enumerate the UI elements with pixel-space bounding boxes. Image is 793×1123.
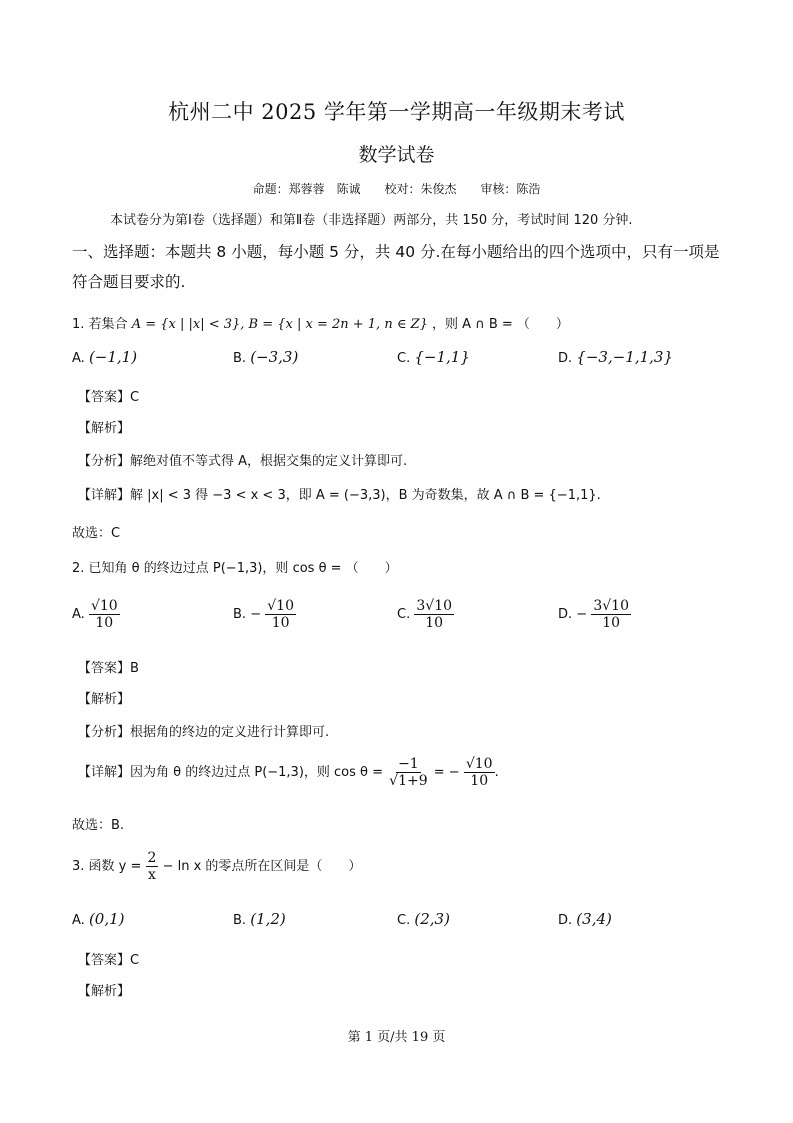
q1-option-b: B. (−3,3) [233,348,299,366]
q3-answer: 【答案】C [78,953,140,968]
page-footer: 第 1 页/共 19 页 [347,1030,446,1045]
checker: 校对：朱俊杰 [384,182,457,196]
q2-answer: 【答案】B [78,661,139,676]
q1-jiexi: 【解析】 [78,421,131,436]
author-line [0,180,793,197]
q1-stem-pre: 1. 若集合 [72,317,128,332]
q2-option-a: A. $\frac{√10}{10}$ [72,598,118,632]
reviewer: 审核：陈浩 [480,182,541,196]
q3-option-d: D. (3,4) [558,910,612,928]
q3-jiexi: 【解析】 [78,984,131,999]
q1-stem-post: ，则 A ∩ B = （ ） [432,317,569,332]
q1-guxuan: 故选：C [72,526,121,541]
q2-option-c: C. $\frac{3√10}{10}$ [397,598,453,632]
question-2-stem: 2. 已知角 θ 的终边过点 P(−1,3)，则 cos θ = （ ） [72,561,398,576]
section-heading-line2: 符合题目要求的. [72,273,186,291]
q1-fenxi: 【分析】解绝对值不等式得 A，根据交集的定义计算即可. [78,454,408,469]
author: 命题：郑蓉蓉 陈诚 [252,182,361,196]
q1-option-a: A. (−1,1) [72,348,138,366]
exam-subtitle: 数学试卷 [358,144,435,166]
q2-fenxi: 【分析】根据角的终边的定义进行计算即可. [78,725,330,740]
q2-xiangjie: 【详解】因为角 θ 的终边过点 P(−1,3)，则 cos θ = $\frac{-1}{√1+9}$ = − $\frac{√10}{10}$ . [78,756,499,790]
q2-jiexi: 【解析】 [78,692,131,707]
section-heading-line1: 一、选择题：本题共 8 小题，每小题 5 分，共 40 分.在每小题给出的四个选项中，只有一项是 [72,243,720,261]
q1-option-d: D. {−3,−1,1,3} [558,348,673,366]
question-1-stem [72,313,569,332]
q2-option-d: D. − $\frac{3√10}{10}$ [558,598,629,632]
q1-xiangjie: 【详解】解 |x| < 3 得 −3 < x < 3，即 A = (−3,3)，B 为奇数集，故 A ∩ B = {−1,1}. [78,488,601,503]
q2-option-b: B. − $\frac{√10}{10}$ [233,598,294,632]
q2-guxuan: 故选：B. [72,818,125,833]
q3-option-a: A. (0,1) [72,910,125,928]
question-3-stem: 3. 函数 y = $\frac{2}{x}$ − ln x 的零点所在区间是（ ） [72,850,362,884]
q1-answer: 【答案】C [78,390,140,405]
exam-title: 杭州二中 2025 学年第一学期高一年级期末考试 [168,100,625,124]
exam-intro: 本试卷分为第Ⅰ卷（选择题）和第Ⅱ卷（非选择题）两部分，共 150 分，考试时间 120 分钟. [110,213,633,228]
q3-option-c: C. (2,3) [397,910,450,928]
q1-stem-math: A = {x | |x| < 3}, B = {x | x = 2n + 1, n ∈ Z} [131,317,428,332]
q1-option-c: C. {−1,1} [397,348,470,366]
q3-option-b: B. (1,2) [233,910,286,928]
